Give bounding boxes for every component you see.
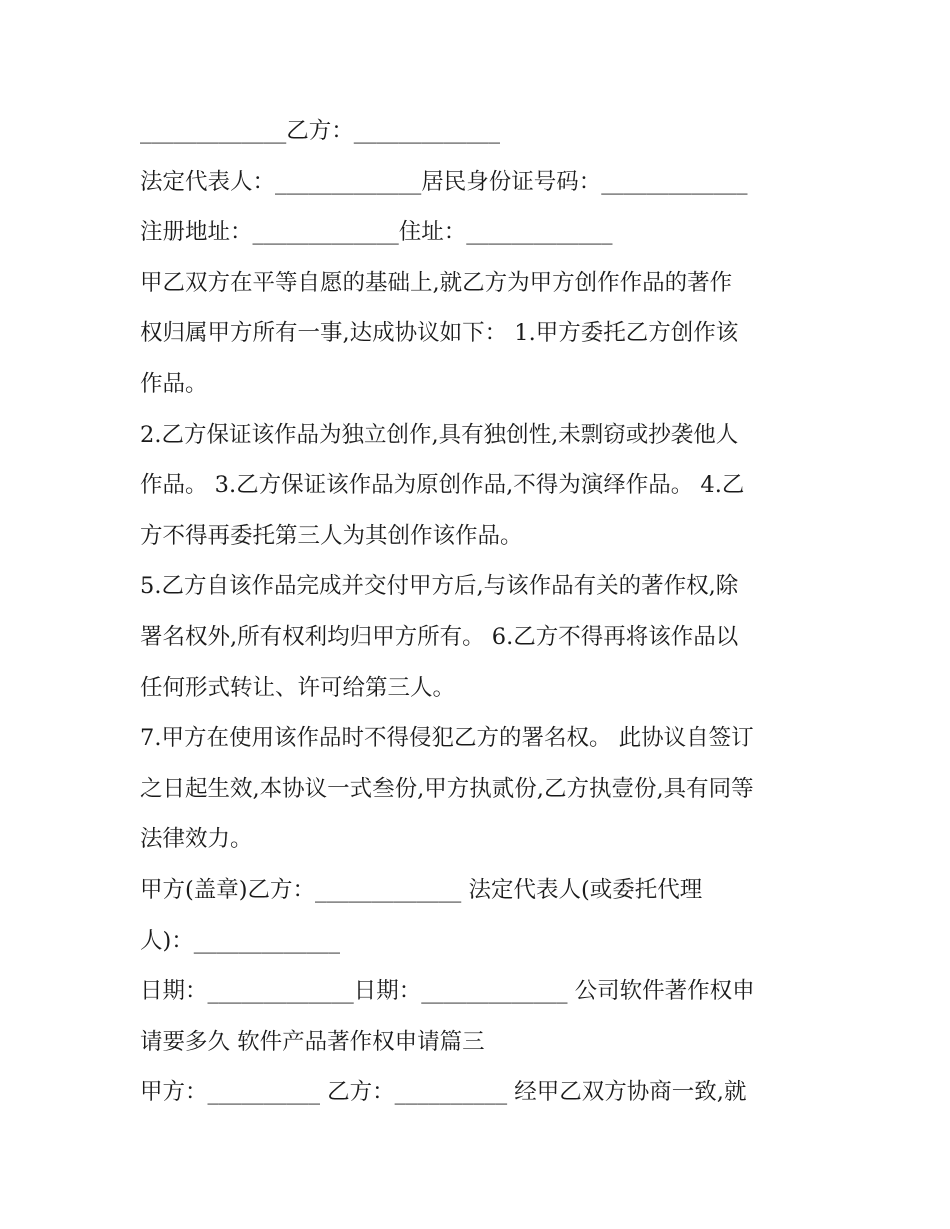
text-line: 2.乙方保证该作品为独立创作,具有独创性,未剽窃或抄袭他人 <box>140 421 739 448</box>
text-line: 作品。 3.乙方保证该作品为原创作品,不得为演绎作品。 4.乙 <box>140 472 745 499</box>
text-line: 5.乙方自该作品完成并交付甲方后,与该作品有关的著作权,除 <box>140 573 739 600</box>
text-line: 方不得再委托第三人为其创作该作品。 <box>140 522 523 549</box>
text-line: 甲乙双方在平等自愿的基础上,就乙方为甲方创作作品的著作 <box>140 269 733 296</box>
text-line: 法律效力。 <box>140 826 253 853</box>
text-line: 人)：_____________ <box>140 927 341 954</box>
text-line: 署名权外,所有权利均归甲方所有。 6.乙方不得再将该作品以 <box>140 623 739 650</box>
text-line: 任何形式转让、许可给第三人。 <box>140 674 456 701</box>
text-line: 7.甲方在使用该作品时不得侵犯乙方的署名权。 此协议自签订 <box>140 725 754 752</box>
text-line: _____________乙方：_____________ <box>140 118 501 144</box>
text-line: 之日起生效,本协议一式叁份,甲方执贰份,乙方执壹份,具有同等 <box>140 775 754 802</box>
document-body <box>140 106 820 1118</box>
text-line: 作品。 <box>140 370 208 397</box>
text-line: 法定代表人：_____________居民身份证号码：_____________ <box>140 168 748 195</box>
text-line: 请要多久 软件产品著作权申请篇三 <box>140 1028 485 1055</box>
text-line: 甲方：__________ 乙方：__________ 经甲乙双方协商一致,就 <box>140 1079 747 1106</box>
text-line: 甲方(盖章)乙方：_____________ 法定代表人(或委托代理 <box>140 876 703 903</box>
text-line: 日期：_____________日期：_____________ 公司软件著作权申 <box>140 978 755 1005</box>
text-line: 注册地址：_____________住址：_____________ <box>140 219 613 246</box>
text-line: 权归属甲方所有一事,达成协议如下： 1.甲方委托乙方创作该 <box>140 320 739 347</box>
